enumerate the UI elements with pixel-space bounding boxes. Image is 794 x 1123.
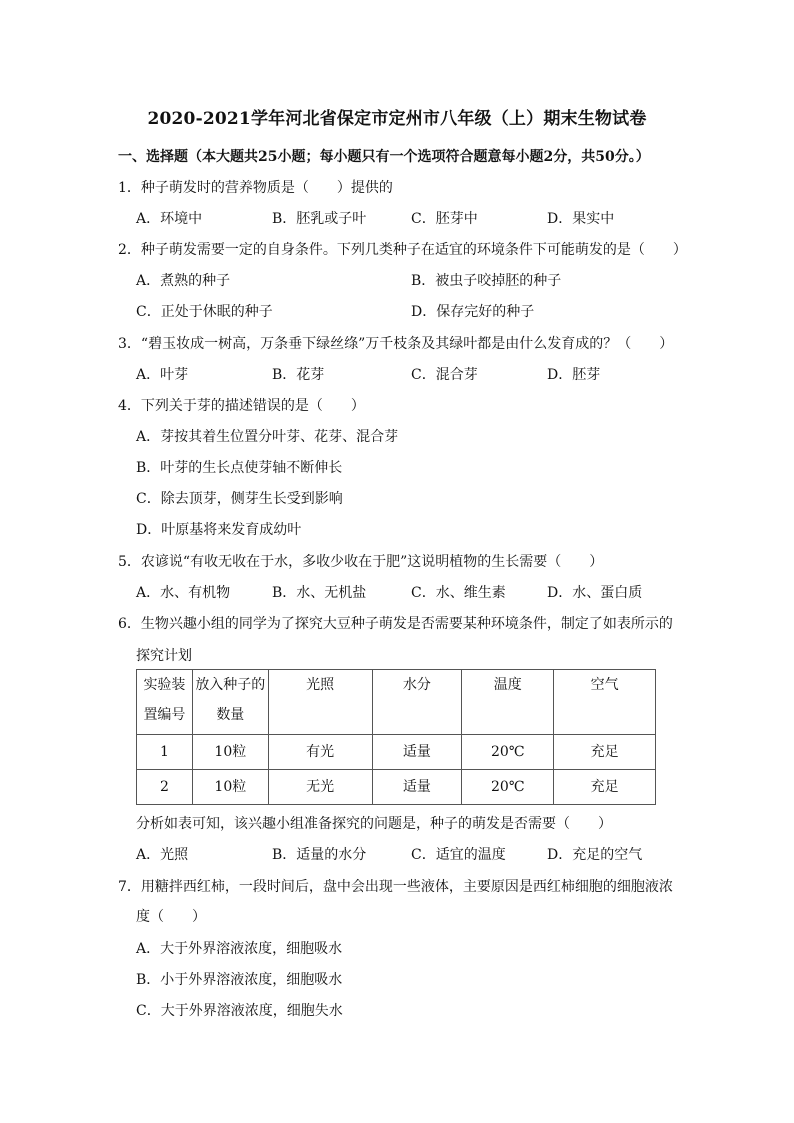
question-1-stem: 1．种子萌发时的营养物质是（ ）提供的 [118, 180, 393, 196]
table-header-cell: 光照 [268, 670, 372, 735]
q6-option-d: D．充足的空气 [547, 847, 643, 863]
table-cell: 20℃ [462, 770, 554, 805]
q7-option-c: C．大于外界溶液浓度，细胞失水 [136, 1003, 343, 1019]
q2-option-b: B．被虫子咬掉胚的种子 [411, 273, 562, 289]
table-row [137, 770, 656, 805]
question-6-question: 分析如表可知，该兴趣小组准备探究的问题是，种子的萌发是否需要（ ） [136, 816, 612, 832]
question-7-stem-cont: 度（ ） [136, 909, 206, 925]
question-5-stem: 5．农谚说“有收无收在于水，多收少收在于肥”这说明植物的生长需要（ ） [118, 554, 604, 570]
q3-option-b: B．花芽 [272, 367, 325, 383]
table-cell: 充足 [554, 735, 656, 770]
q4-option-a: A．芽按其着生位置分叶芽、花芽、混合芽 [136, 429, 399, 445]
table-cell: 1 [137, 735, 193, 770]
table-header-cell: 实验装 置编号 [137, 670, 193, 735]
table-cell: 10粒 [192, 735, 268, 770]
q4-option-d: D．叶原基将来发育成幼叶 [136, 522, 302, 538]
table-cell: 无光 [268, 770, 372, 805]
question-2-stem: 2．种子萌发需要一定的自身条件。下列几类种子在适宜的环境条件下可能萌发的是（ ） [118, 242, 687, 258]
table-header-row [137, 670, 656, 735]
q3-option-d: D．胚芽 [547, 367, 601, 383]
section-heading: 一、选择题（本大题共25小题；每小题只有一个选项符合题意每小题2分，共50分。） [118, 149, 650, 165]
question-3-stem: 3．“碧玉妆成一树高，万条垂下绿丝绦”万千枝条及其绿叶都是由什么发育成的？（ ） [118, 336, 674, 352]
q5-option-d: D．水、蛋白质 [547, 585, 643, 601]
table-cell: 适量 [372, 735, 462, 770]
question-4-stem: 4．下列关于芽的描述错误的是（ ） [118, 398, 365, 414]
table-header-cell: 水分 [372, 670, 462, 735]
table-header-cell: 空气 [554, 670, 656, 735]
question-6-stem: 6．生物兴趣小组的同学为了探究大豆种子萌发是否需要某种环境条件，制定了如表所示的 [118, 616, 673, 632]
table-header-cell: 温度 [462, 670, 554, 735]
q6-option-b: B．适量的水分 [272, 847, 367, 863]
q1-option-c: C．胚芽中 [411, 211, 478, 227]
q5-option-a: A．水、有机物 [136, 585, 231, 601]
question-7-stem: 7．用糖拌西红柿，一段时间后，盘中会出现一些液体，主要原因是西红柿细胞的细胞液浓 [118, 879, 673, 895]
table-cell: 2 [137, 770, 193, 805]
table-cell: 10粒 [192, 770, 268, 805]
table-cell: 适量 [372, 770, 462, 805]
q4-option-b: B．叶芽的生长点使芽轴不断伸长 [136, 460, 343, 476]
table-cell: 有光 [268, 735, 372, 770]
q2-option-d: D．保存完好的种子 [411, 304, 535, 320]
q2-option-a: A．煮熟的种子 [136, 273, 231, 289]
q1-option-d: D．果实中 [547, 211, 615, 227]
q5-option-b: B．水、无机盐 [272, 585, 367, 601]
experiment-table [136, 669, 656, 805]
q3-option-a: A．叶芽 [136, 367, 189, 383]
q1-option-a: A．环境中 [136, 211, 203, 227]
q7-option-a: A．大于外界溶液浓度，细胞吸水 [136, 941, 343, 957]
q5-option-c: C．水、维生素 [411, 585, 506, 601]
table-cell: 充足 [554, 770, 656, 805]
table-row [137, 735, 656, 770]
table-header-cell: 放入种子的 数量 [192, 670, 268, 735]
table-cell: 20℃ [462, 735, 554, 770]
q3-option-c: C．混合芽 [411, 367, 478, 383]
q1-option-b: B．胚乳或子叶 [272, 211, 367, 227]
q7-option-b: B．小于外界溶液浓度，细胞吸水 [136, 972, 343, 988]
q4-option-c: C．除去顶芽，侧芽生长受到影响 [136, 491, 343, 507]
q2-option-c: C．正处于休眠的种子 [136, 304, 273, 320]
page-title: 2020-2021学年河北省保定市定州市八年级（上）期末生物试卷 [147, 109, 647, 129]
q6-option-c: C．适宜的温度 [411, 847, 506, 863]
question-6-stem-cont: 探究计划 [136, 648, 192, 664]
q6-option-a: A．光照 [136, 847, 189, 863]
